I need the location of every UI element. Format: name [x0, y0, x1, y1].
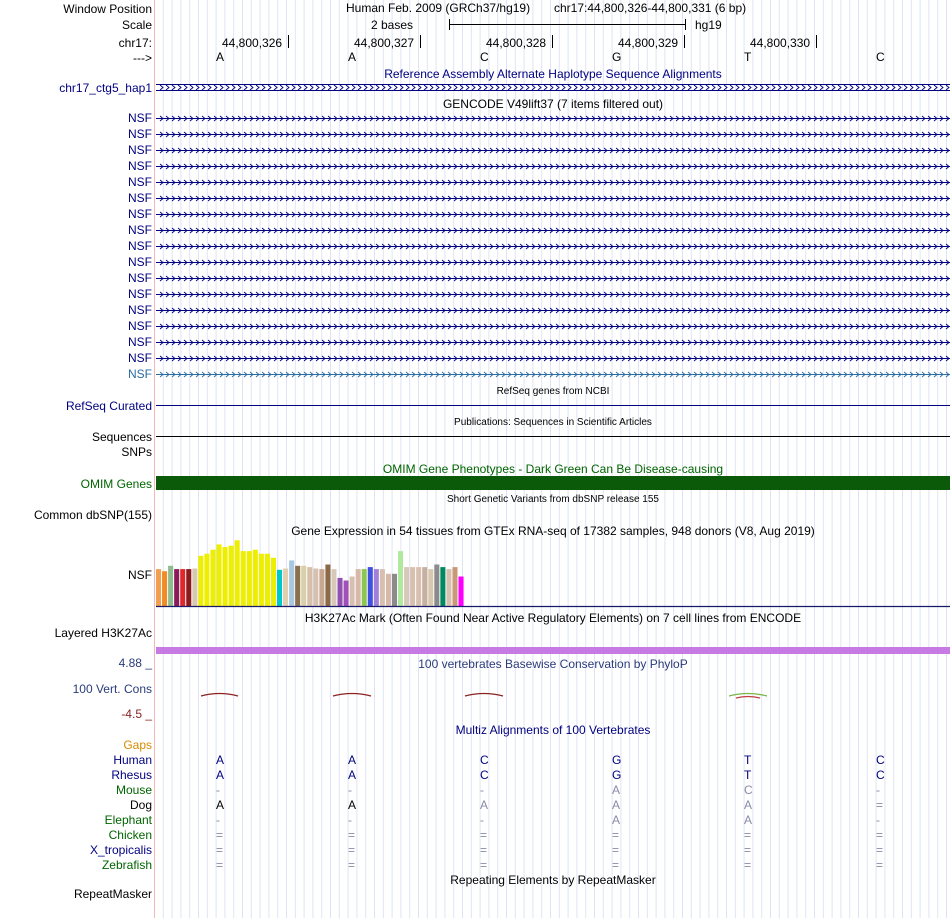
scale-label: Scale: [121, 18, 152, 32]
multiz-base: A: [216, 768, 225, 782]
gtex-tissue-bar: [235, 540, 240, 606]
publications-title: Publications: Sequences in Scientific Articles: [454, 417, 652, 428]
multiz-base: A: [348, 768, 357, 782]
multiz-base: =: [876, 828, 884, 842]
multiz-base: -: [216, 783, 220, 797]
gtex-tissue-bar: [168, 566, 173, 606]
gtex-tissue-bar: [452, 567, 457, 606]
gtex-tissue-bar: [319, 569, 324, 606]
multiz-species-label[interactable]: Chicken: [108, 828, 152, 842]
gtex-tissue-bar: [229, 546, 234, 606]
phylop-track-label[interactable]: 100 Vert. Cons: [72, 682, 152, 696]
gencode-gene-label[interactable]: NSF: [128, 127, 152, 141]
ruler-base: C: [876, 50, 885, 64]
multiz-base: A: [348, 753, 357, 767]
gtex-tissue-bar: [368, 567, 373, 606]
alt-haplotype-label[interactable]: chr17_ctg5_hap1: [59, 81, 152, 95]
multiz-species-label[interactable]: X_tropicalis: [89, 843, 152, 857]
gtex-tissue-bar: [362, 569, 367, 606]
gencode-gene-label[interactable]: NSF: [128, 143, 152, 157]
multiz-base: =: [480, 828, 488, 842]
phylop-min-label: -4.5 _: [121, 707, 152, 721]
dbsnp-track-label[interactable]: Common dbSNP(155): [33, 508, 152, 522]
ruler-base: G: [612, 50, 622, 64]
omim-title: OMIM Gene Phenotypes - Dark Green Can Be Disease-causing: [382, 462, 724, 476]
multiz-base: =: [216, 828, 224, 842]
multiz-base: A: [216, 798, 225, 812]
gtex-tissue-bar: [210, 550, 215, 606]
multiz-base: C: [876, 753, 885, 767]
phylop-score: [729, 694, 767, 697]
ruler-position: 44,800,326: [222, 36, 283, 50]
gtex-tissue-bar: [217, 544, 222, 606]
gencode-gene-label[interactable]: NSF: [128, 287, 152, 301]
gtex-tissue-bar: [404, 567, 409, 606]
assembly-text: Human Feb. 2009 (GRCh37/hg19): [346, 1, 531, 15]
gtex-gene-label[interactable]: NSF: [128, 568, 152, 582]
gtex-tissue-bar: [356, 569, 361, 606]
omim-feature: [156, 476, 950, 490]
gtex-tissue-bar: [313, 569, 318, 607]
gtex-tissue-bar: [295, 566, 300, 606]
multiz-base: =: [876, 843, 884, 857]
multiz-base: =: [348, 843, 356, 857]
gencode-gene-label[interactable]: NSF: [128, 223, 152, 237]
multiz-base: A: [612, 783, 621, 797]
multiz-base: =: [612, 843, 620, 857]
multiz-base: =: [216, 843, 224, 857]
multiz-base: A: [480, 798, 489, 812]
multiz-base: T: [744, 768, 752, 782]
h3k27ac-track-label[interactable]: Layered H3K27Ac: [54, 626, 152, 640]
gtex-title: Gene Expression in 54 tissues from GTEx RNA-seq of 17382 samples, 948 donors (V8, Aug 2019): [291, 524, 815, 538]
gtex-tissue-bar: [410, 567, 415, 606]
gtex-tissue-bar: [204, 554, 209, 606]
ruler-position: 44,800,327: [354, 36, 415, 50]
gtex-tissue-bar: [386, 574, 391, 606]
gencode-gene-label[interactable]: NSF: [128, 255, 152, 269]
gencode-gene-label[interactable]: NSF: [128, 207, 152, 221]
gtex-tissue-bar: [325, 565, 330, 607]
repeatmasker-title: Repeating Elements by RepeatMasker: [450, 873, 656, 887]
multiz-base: =: [744, 858, 752, 872]
gtex-tissue-bar: [277, 570, 282, 606]
multiz-title: Multiz Alignments of 100 Vertebrates: [455, 723, 651, 737]
multiz-gaps-label: Gaps: [123, 738, 152, 752]
repeatmasker-track-label[interactable]: RepeatMasker: [73, 887, 152, 901]
ruler-base: T: [744, 50, 752, 64]
multiz-base: =: [480, 858, 488, 872]
position-text: chr17:44,800,326-44,800,331 (6 bp): [554, 1, 747, 15]
gtex-tissue-bar: [253, 550, 258, 606]
multiz-base: -: [216, 813, 220, 827]
ruler-base: C: [480, 50, 489, 64]
gtex-tissue-bar: [192, 569, 197, 607]
gencode-gene-label[interactable]: NSF: [128, 239, 152, 253]
multiz-base: A: [744, 813, 753, 827]
multiz-species-label[interactable]: Zebrafish: [101, 858, 152, 872]
gtex-tissue-bar: [186, 569, 191, 606]
scale-bar-text: 2 bases: [371, 18, 414, 32]
multiz-base: -: [348, 783, 352, 797]
multiz-base: C: [480, 768, 489, 782]
ruler-position: 44,800,330: [750, 36, 811, 50]
gencode-gene-label[interactable]: NSF: [128, 191, 152, 205]
gtex-tissue-bar: [271, 558, 276, 606]
publications-track-label[interactable]: Sequences: [91, 430, 152, 444]
gtex-tissue-bar: [241, 551, 246, 606]
phylop-score: [201, 694, 238, 697]
ruler-position: 44,800,328: [486, 36, 547, 50]
gtex-tissue-bar: [459, 577, 464, 607]
gtex-tissue-bar: [283, 569, 288, 607]
gencode-gene-label[interactable]: NSF: [128, 111, 152, 125]
multiz-base: =: [480, 843, 488, 857]
gtex-tissue-bar: [301, 566, 306, 606]
multiz-base: =: [348, 858, 356, 872]
multiz-base: =: [744, 828, 752, 842]
h3k27ac-title: H3K27Ac Mark (Often Found Near Active Regulatory Elements) on 7 cell lines from ENCODE: [304, 611, 802, 625]
gtex-tissue-bar: [198, 556, 203, 606]
multiz-species-label[interactable]: Mouse: [115, 783, 152, 797]
chrom-label: chr17:: [118, 36, 152, 50]
phylop-score: [465, 694, 503, 697]
gtex-tissue-bar: [374, 569, 379, 606]
multiz-base: A: [612, 813, 621, 827]
alt-haplotype-title: Reference Assembly Alternate Haplotype Sequence Alignments: [384, 67, 722, 81]
multiz-base: =: [612, 828, 620, 842]
gtex-tissue-bar: [162, 571, 167, 606]
multiz-base: -: [876, 813, 880, 827]
window-position-label: Window Position: [63, 2, 152, 16]
multiz-species-label[interactable]: Dog: [129, 798, 152, 812]
ruler-base: A: [216, 50, 225, 64]
gencode-gene-label[interactable]: NSF: [128, 303, 152, 317]
multiz-base: =: [876, 858, 884, 872]
gencode-gene-label[interactable]: NSF: [128, 335, 152, 349]
multiz-species-label[interactable]: Elephant: [104, 813, 152, 827]
gtex-tissue-bar: [265, 554, 270, 606]
gtex-tissue-bar: [380, 569, 385, 606]
multiz-base: =: [612, 858, 620, 872]
gtex-tissue-bar: [434, 565, 439, 607]
h3k27ac-signal: [156, 647, 950, 654]
dbsnp-title: Short Genetic Variants from dbSNP release 155: [447, 494, 659, 505]
gtex-tissue-bar: [422, 567, 427, 606]
multiz-species-label[interactable]: Human: [113, 753, 152, 767]
gtex-tissue-bar: [392, 574, 397, 606]
multiz-base: G: [612, 753, 622, 767]
multiz-base: =: [348, 828, 356, 842]
multiz-base: A: [348, 798, 357, 812]
gencode-gene-label[interactable]: NSF: [128, 271, 152, 285]
multiz-base: T: [744, 753, 752, 767]
snps-label: SNPs: [121, 445, 152, 459]
gtex-tissue-bar: [428, 569, 433, 606]
strand-label: --->: [133, 51, 152, 65]
refseq-track-label[interactable]: RefSeq Curated: [65, 399, 152, 413]
gtex-tissue-bar: [446, 569, 451, 606]
multiz-base: =: [876, 798, 884, 812]
gencode-gene-label[interactable]: NSF: [128, 319, 152, 333]
gtex-tissue-bar: [338, 578, 343, 606]
refseq-title: RefSeq genes from NCBI: [496, 386, 610, 397]
multiz-base: A: [744, 798, 753, 812]
multiz-base: C: [480, 753, 489, 767]
phylop-score: [333, 694, 371, 697]
gtex-tissue-bar: [331, 569, 336, 606]
gtex-tissue-bar: [307, 567, 312, 606]
multiz-base: -: [480, 783, 484, 797]
gtex-tissue-bar: [344, 581, 349, 607]
gtex-tissue-bar: [247, 551, 252, 606]
phylop-score: [736, 697, 760, 699]
gencode-gene-label[interactable]: NSF: [128, 351, 152, 365]
gtex-tissue-bar: [289, 560, 294, 606]
multiz-base: -: [348, 813, 352, 827]
phylop-max-label: 4.88 _: [118, 656, 152, 670]
phylop-title: 100 vertebrates Basewise Conservation by PhyloP: [418, 657, 688, 671]
multiz-base: -: [876, 783, 880, 797]
alt-haplotype-feature-chevrons: [160, 85, 949, 90]
multiz-base: -: [480, 813, 484, 827]
gencode-title: GENCODE V49lift37 (7 items filtered out): [442, 97, 664, 111]
gtex-tissue-bar: [156, 569, 161, 606]
gtex-tissue-bar: [440, 567, 445, 606]
multiz-base: A: [612, 798, 621, 812]
scale-db-text: hg19: [695, 18, 722, 32]
gtex-tissue-bar: [259, 554, 264, 606]
multiz-base: =: [216, 858, 224, 872]
gtex-tissue-bar: [416, 567, 421, 606]
ruler-position: 44,800,329: [618, 36, 679, 50]
multiz-base: A: [216, 753, 225, 767]
gtex-tissue-bar: [180, 569, 185, 606]
gtex-tissue-bar: [223, 547, 228, 606]
multiz-base: C: [876, 768, 885, 782]
gencode-gene-label[interactable]: NSF: [128, 175, 152, 189]
gtex-tissue-bar: [174, 569, 179, 606]
gencode-gene-label[interactable]: NSF: [128, 159, 152, 173]
gencode-gene-label[interactable]: NSF: [128, 367, 152, 381]
multiz-base: G: [612, 768, 622, 782]
multiz-base: =: [744, 843, 752, 857]
multiz-base: C: [744, 783, 753, 797]
multiz-species-label[interactable]: Rhesus: [111, 768, 152, 782]
ruler-base: A: [348, 50, 357, 64]
omim-track-label[interactable]: OMIM Genes: [80, 477, 152, 491]
gtex-tissue-bar: [350, 577, 355, 607]
gtex-tissue-bar: [398, 551, 403, 606]
